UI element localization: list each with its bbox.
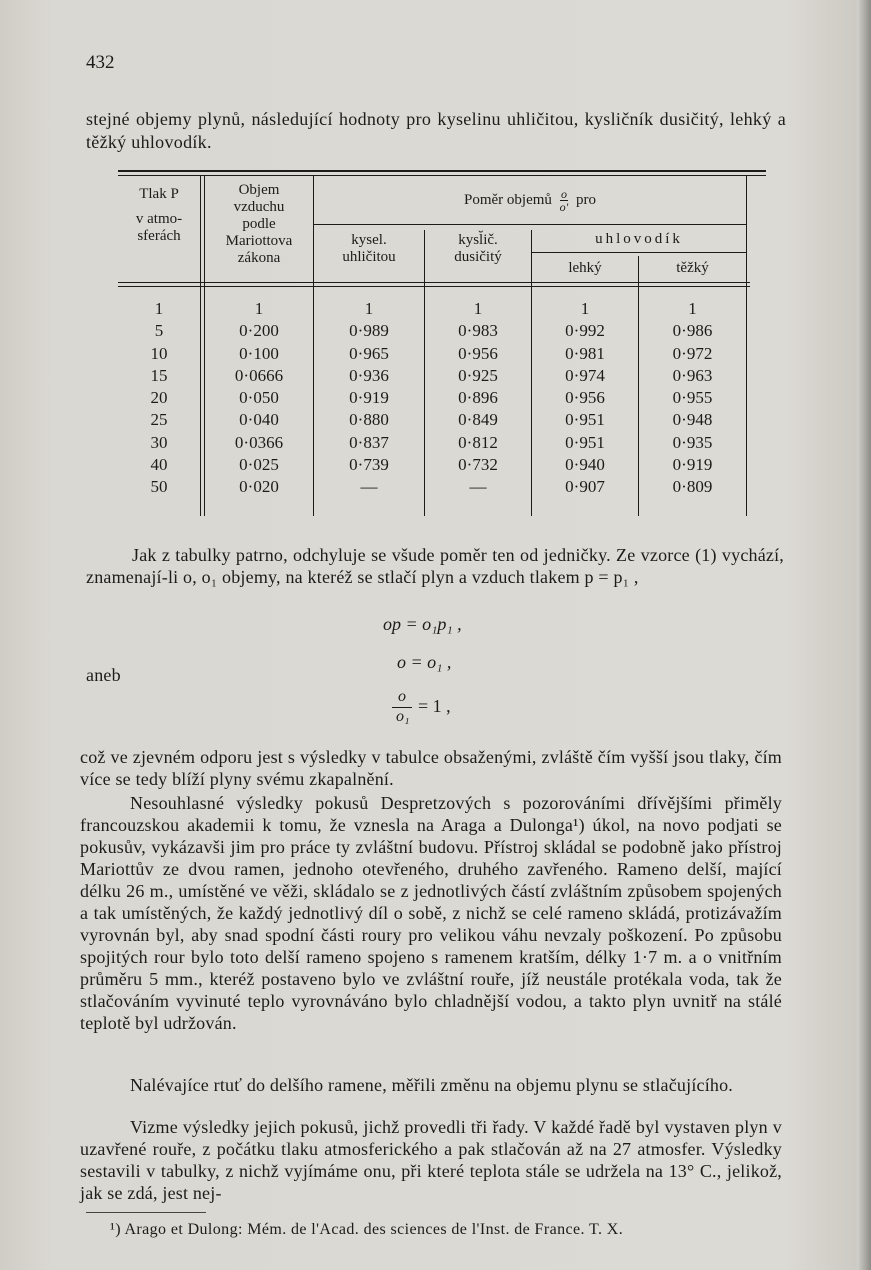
formula-3: [392, 688, 492, 732]
header-air-volume-line5: zákona: [237, 250, 281, 266]
cell: 1: [580, 299, 590, 318]
cell: 0·849: [458, 410, 498, 430]
cell: 0·919: [672, 455, 713, 475]
col-nitrous-oxide: [425, 298, 531, 499]
header-nitric: [425, 232, 531, 266]
header-air-volume-line2: vzduchu: [233, 199, 285, 215]
paragraph-2: což ve zjevném odporu jest s výsledky v tabulce obsaženými, zvláště čím vyšší jsou tlaky, čím více se tedy blíží plyny svému zkapalnění.: [80, 747, 782, 789]
footnote: ¹) Arago et Dulong: Mém. de l'Acad. des sciences de l'Inst. de France. T. X.: [110, 1221, 624, 1238]
cell: 20: [150, 388, 168, 408]
table-top-rule-2: [118, 175, 766, 176]
formula-3-denominator: o₁: [396, 708, 410, 725]
formula-3-numerator: o: [398, 688, 406, 705]
cell: 0·992: [565, 321, 605, 341]
cell: 0·948: [672, 410, 713, 430]
cell: —: [360, 477, 378, 497]
cell: 0·0366: [234, 432, 284, 452]
cell: 1: [364, 299, 374, 318]
cell: 0·919: [349, 388, 389, 408]
cell: 0·812: [458, 432, 498, 452]
header-air-volume-line1: Objem: [238, 182, 280, 198]
cell: 0·986: [672, 321, 713, 341]
footnote-rule: [86, 1212, 206, 1213]
cell: 0·935: [672, 432, 713, 452]
page-edge-shadow: [857, 0, 871, 1270]
cell: 0·965: [349, 343, 389, 363]
header-pressure-line2: v atmo-: [135, 211, 183, 227]
paragraph-5: Vizme výsledky jejich pokusů, jichž provedli tři řady. V každé řadě byl vystaven plyn v uzavřené rouře, z počátku tlaku atmosferického a pak stlačován až na 27 atmosfer. Výsledky sestavili v tabulky, z nichž vyjímáme onu, při které teplota stále se udržela na 13° C., jelikož, jak se zdá, jest nej-: [80, 1117, 782, 1203]
vrule-6: [746, 176, 747, 516]
header-light: lehký: [568, 260, 602, 276]
formula-1: op = o₁p₁ ,: [383, 614, 462, 634]
header-bottom-rule: [118, 282, 750, 283]
cell: 1: [688, 299, 697, 318]
cell: 0·896: [458, 388, 498, 408]
header-hydrocarbon: uhlovodík: [595, 231, 683, 247]
cell: 50: [150, 477, 168, 497]
cell: 0·100: [239, 343, 279, 363]
cell: 0·907: [565, 477, 605, 497]
cell: 0·963: [672, 365, 713, 385]
col-pressure: [118, 298, 200, 499]
cell: 0·956: [565, 388, 605, 408]
cell: 0·739: [349, 455, 389, 475]
col-air-volume: [205, 298, 313, 499]
cell: 0·200: [239, 321, 279, 341]
header-heavy: těžký: [676, 260, 709, 276]
paragraph-4: Nalévajíce rtuť do delšího ramene, měřili změnu na objemu plynu se stlačujícího.: [130, 1075, 734, 1095]
header-nitric-line2: dusičitý: [454, 249, 502, 265]
ratio-group-rule: [314, 224, 746, 225]
cell: 5: [154, 321, 164, 341]
cell: 0·040: [239, 410, 279, 430]
cell: 0·732: [458, 455, 498, 475]
col-light-hydrocarbon: [532, 298, 638, 499]
header-ratio-denominator: o′: [559, 200, 569, 214]
header-nitric-line1: kysl̆ič.: [458, 232, 498, 248]
header-air-volume-line3: podle: [242, 216, 276, 232]
header-carbonic-line2: uhličitou: [342, 249, 396, 265]
header-pressure-line3: sferách: [137, 228, 181, 244]
cell: 0·880: [349, 410, 389, 430]
hydrocarbon-rule: [532, 252, 746, 253]
cell: 0·837: [349, 432, 389, 452]
cell: 0·972: [672, 343, 713, 363]
header-carbonic-line1: kysel.: [351, 232, 387, 248]
table-top-rule: [118, 170, 766, 172]
paragraph-1: Jak z tabulky patrno, odchyluje se všude poměr ten od jedničky. Ze vzorce (1) vychází, znamenají-li o, o₁ objemy, na kteréž se stlačí plyn a vzduch tlakem p = p₁ ,: [86, 545, 784, 587]
cell: 10: [150, 343, 168, 363]
vrule-1: [200, 176, 201, 516]
cell: 0·020: [239, 477, 279, 497]
cell: 0·925: [458, 365, 498, 385]
cell: 0·989: [349, 321, 389, 341]
cell: 15: [150, 365, 168, 385]
header-carbonic: [314, 232, 424, 266]
header-ratio-label: Poměr objemů: [463, 191, 552, 208]
page-number: 432: [86, 52, 115, 73]
cell: 1: [154, 299, 164, 318]
cell: 0·809: [672, 477, 713, 497]
header-ratio-numerator: o: [560, 187, 567, 201]
col-carbonic-acid: [314, 298, 424, 499]
cell: 1: [254, 299, 264, 318]
cell: —: [469, 477, 487, 497]
cell: 0·955: [672, 388, 713, 408]
aneb-label: aneb: [86, 665, 121, 685]
cell: 0·983: [458, 321, 498, 341]
header-pressure: [118, 186, 200, 245]
cell: 0·974: [565, 365, 605, 385]
paragraph-3: Nesouhlasné výsledky pokusů Despretzových s pozorováními dřívějšími přiměly francouzskou akademii k tomu, že vznesla na Araga a Dulonga¹) úkol, na novo podjati se pokusův, vykázavši jim pro práce ty zvláštní budovu. Přístroj skládal se podobně jako přístroj Mariottův ze dvou ramen, jednoho otevřeného, druhého zavřeného. Rameno delší, mající délku 26 m., umístěné ve věži, skládalo se z jednotlivých částí zvláštním způsobem spojených a tak umístěných, že každý jednotlivý díl o sobě, z nichž se celé rameno skládá, protizávažím vyrovnán byl, aby snad spodní části roury pro velikou váhu nevzaly poškození. Po způsobu spojitých rour bylo toto delší rameno spojeno s ramenem kratším, délky 1·7 m. a o vnitřním průměru 5 mm., kteréž postaveno bylo ve zvláštní rouře, jíž neustále protékala voda, tak že stlačováním vyvinuté teplo vyrovnáváno bylo chladnější vodou, a takto plyn uvnitř na stálé teplotě byl udržován.: [80, 793, 782, 1033]
cell: 0·951: [565, 432, 605, 452]
formula-2: o = o₁ ,: [397, 652, 452, 672]
cell: 0·956: [458, 343, 498, 363]
cell: 40: [150, 455, 168, 475]
cell: 0·981: [565, 343, 605, 363]
formula-3-rest: = 1 ,: [418, 696, 451, 716]
header-pressure-line1: Tlak P: [139, 186, 179, 202]
cell: 0·940: [565, 455, 605, 475]
header-bottom-rule-2: [118, 286, 750, 287]
cell: 0·025: [239, 455, 279, 475]
header-air-volume: [205, 182, 313, 267]
header-ratio-suffix: pro: [576, 191, 597, 208]
cell: 25: [150, 410, 168, 430]
cell: 30: [150, 432, 168, 452]
cell: 0·0666: [234, 365, 284, 385]
cell: 1: [473, 299, 483, 318]
intro-paragraph: stejné objemy plynů, následující hodnoty pro kyselinu uhličitou, kysličník dusičitý, lehký a těžký uhlovodík.: [86, 109, 786, 152]
cell: 0·936: [349, 365, 389, 385]
header-ratio-group: [314, 188, 746, 213]
cell: 0·050: [239, 388, 279, 408]
header-air-volume-line4: Mariottova: [225, 233, 293, 249]
col-heavy-hydrocarbon: [639, 298, 746, 499]
results-table: [118, 170, 766, 520]
cell: 0·951: [565, 410, 605, 430]
